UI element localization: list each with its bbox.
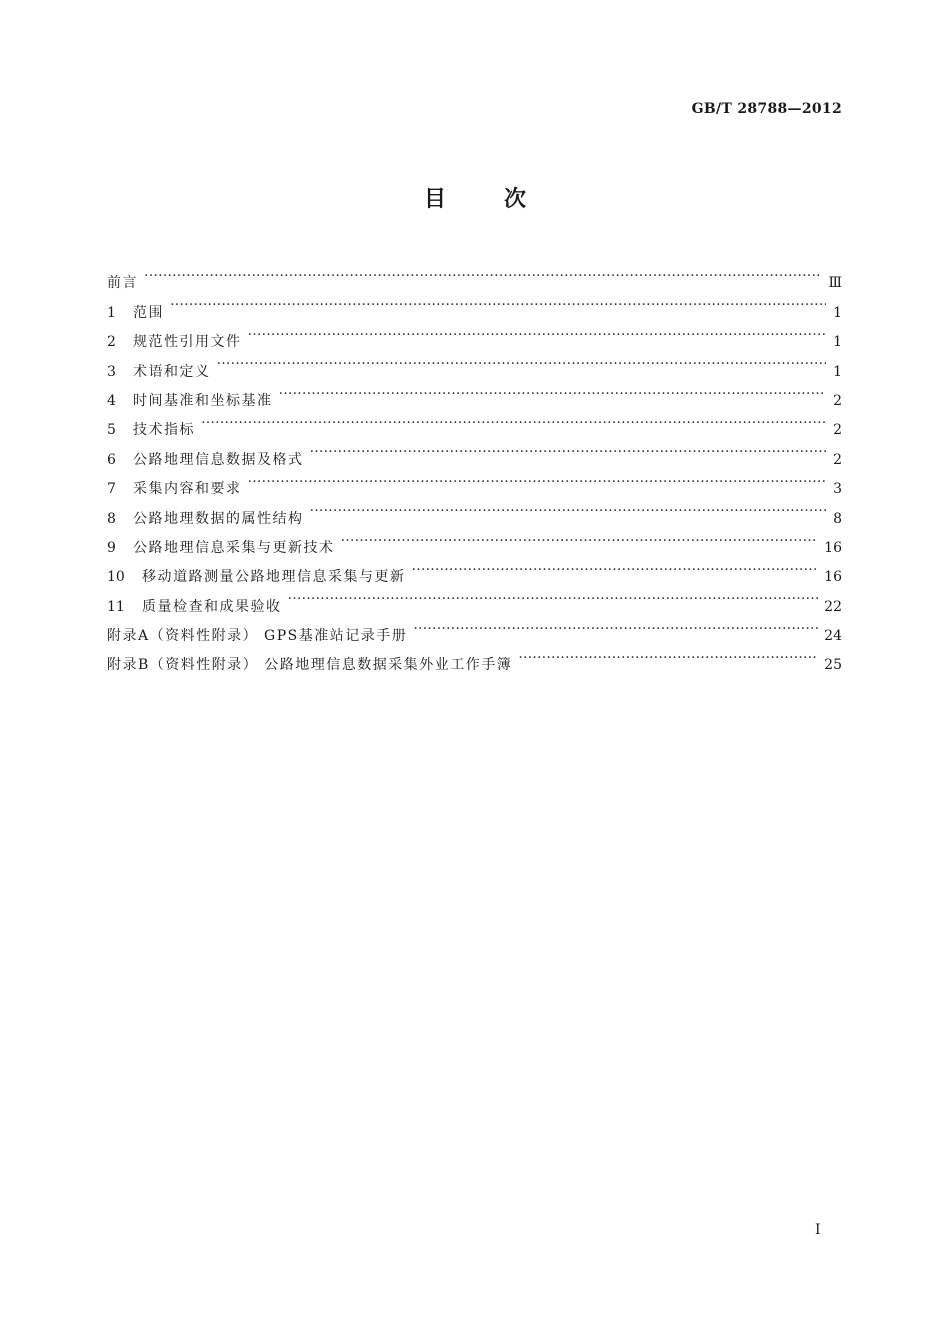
toc-entry-page: 2 — [833, 392, 842, 409]
toc-entry-page: 22 — [824, 598, 842, 615]
toc-entry-page: 1 — [833, 304, 842, 321]
toc-title-char-2: 次 — [504, 187, 527, 212]
toc-entry-5[interactable] — [107, 405, 842, 439]
standard-code: GB/T 28788—2012 — [691, 101, 842, 117]
toc-entry-page: 25 — [824, 657, 842, 674]
toc-entry-page: 24 — [824, 628, 842, 645]
toc-entry-number: 2 — [107, 334, 116, 351]
toc-entry-page: 2 — [833, 451, 842, 468]
toc-leader-dots — [518, 640, 818, 669]
toc-entry-foreword[interactable] — [107, 258, 842, 292]
toc-entry-number: 7 — [107, 481, 116, 498]
toc-entry-3[interactable] — [107, 346, 842, 380]
toc-title — [0, 182, 950, 213]
toc-leader-dots — [217, 346, 827, 375]
toc-entry-number: 6 — [107, 451, 116, 468]
toc-leader-dots — [248, 464, 827, 493]
toc-entry-number: 9 — [107, 539, 116, 556]
toc-entry-text: 规范性引用文件 — [133, 334, 242, 351]
toc-leader-dots — [248, 317, 827, 346]
toc-entry-text: 公路地理数据的属性结构 — [133, 510, 304, 527]
toc-entry-text: 范围 — [133, 304, 164, 321]
toc-leader-dots — [288, 581, 819, 610]
toc-entry-2[interactable] — [107, 317, 842, 351]
toc-entry-4[interactable] — [107, 376, 842, 409]
toc-entry-text: 移动道路测量公路地理信息采集与更新 — [142, 569, 406, 586]
toc-entry-text: 采集内容和要求 — [133, 481, 242, 498]
toc-entry-text: 附录A（资料性附录） GPS基准站记录手册 — [107, 628, 408, 645]
toc-entry-page: 16 — [824, 539, 842, 556]
toc-entry-page: Ⅲ — [828, 275, 842, 292]
toc-entry-page: 3 — [833, 481, 842, 498]
toc-entry-6[interactable] — [107, 434, 842, 468]
toc-entry-number: 3 — [107, 363, 116, 380]
toc-entry-text: 前言 — [107, 275, 138, 292]
toc-leader-dots — [310, 493, 827, 522]
toc-leader-dots — [144, 258, 822, 287]
toc-title-char-1: 目 — [423, 187, 446, 212]
toc-leader-dots — [201, 405, 826, 434]
toc-entry-page: 1 — [833, 334, 842, 351]
toc-entry-number: 5 — [107, 422, 116, 439]
page-number: Ⅰ — [815, 1222, 821, 1238]
toc-entry-text: 公路地理信息采集与更新技术 — [133, 539, 335, 556]
toc-entry-1[interactable] — [107, 287, 842, 321]
toc-entry-text: 公路地理信息数据及格式 — [133, 451, 304, 468]
toc-entry-text: 质量检查和成果验收 — [142, 598, 282, 615]
toc-entry-page: 2 — [833, 422, 842, 439]
toc-leader-dots — [170, 287, 826, 316]
toc-leader-dots — [310, 434, 827, 463]
toc-entry-number: 11 — [107, 598, 125, 615]
toc-entry-page: 1 — [833, 363, 842, 380]
toc-entry-text: 技术指标 — [133, 422, 195, 439]
toc-entry-number: 1 — [107, 304, 116, 321]
toc-entry-text: 时间基准和坐标基准 — [133, 392, 273, 409]
toc-entry-number: 10 — [107, 569, 125, 586]
toc-entry-page: 8 — [833, 510, 842, 527]
toc-leader-dots — [412, 552, 819, 581]
table-of-contents — [107, 258, 842, 674]
toc-entry-text: 术语和定义 — [133, 363, 211, 380]
toc-entry-text: 附录B（资料性附录） 公路地理信息数据采集外业工作手簿 — [107, 657, 513, 674]
toc-entry-page: 16 — [824, 569, 842, 586]
toc-entry-number: 8 — [107, 510, 116, 527]
toc-entry-number: 4 — [107, 392, 116, 409]
toc-leader-dots — [413, 611, 818, 640]
toc-leader-dots — [341, 523, 819, 552]
toc-leader-dots — [279, 376, 827, 405]
